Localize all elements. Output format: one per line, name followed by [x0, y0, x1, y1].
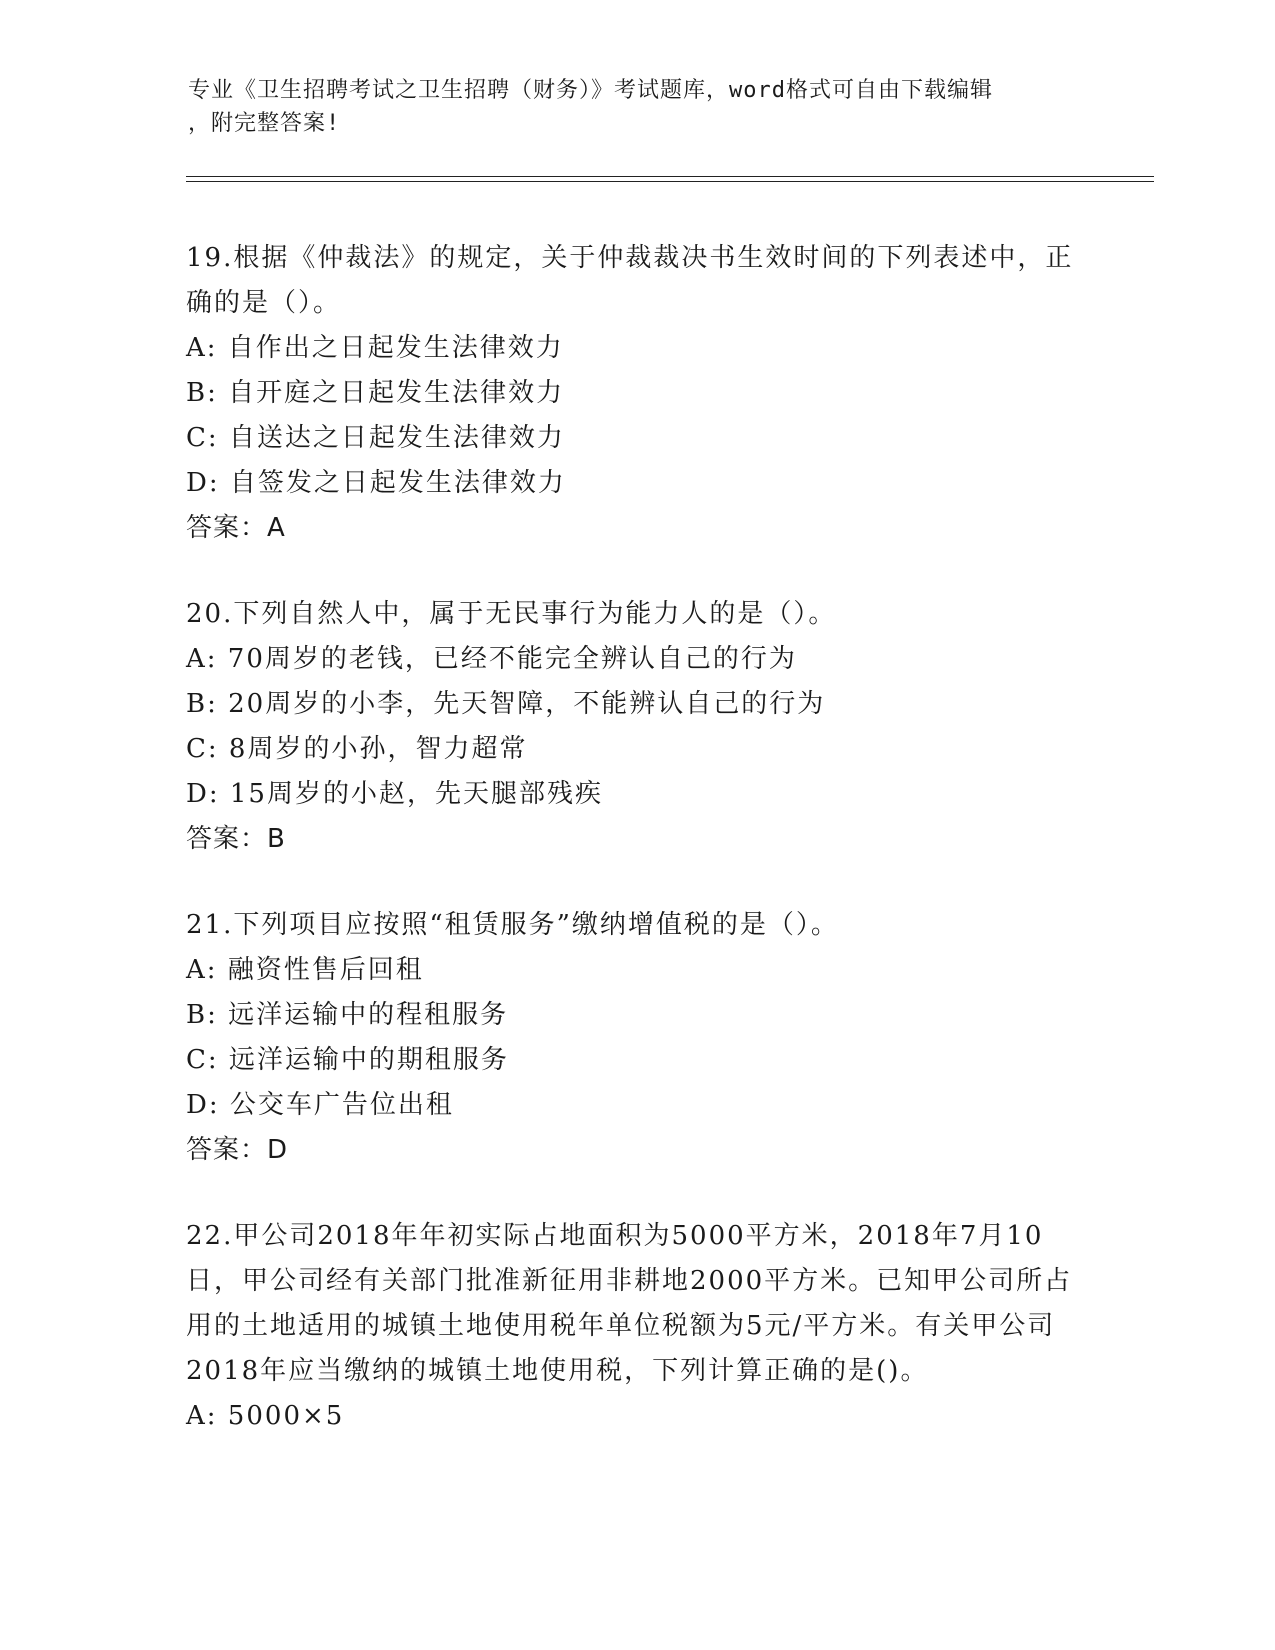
option-text: 公交车广告位出租 [219, 1090, 454, 1120]
answer-line: 答案：D [186, 1135, 289, 1165]
option-letter: C: [186, 734, 219, 764]
option-letter: B: [186, 689, 218, 719]
header-line-2: ，附完整答案! [188, 111, 341, 136]
option-d [186, 772, 1086, 817]
option-text: 自作出之日起发生法律效力 [217, 333, 564, 363]
option-letter: A: [186, 1401, 218, 1431]
option-text: 自开庭之日起发生法律效力 [217, 378, 565, 408]
option-a [186, 948, 1086, 993]
option-letter: D: [186, 468, 220, 498]
answer-line: 答案：B [186, 824, 286, 854]
question-stem: 19.根据《仲裁法》的规定，关于仲裁裁决书生效时间的下列表述中，正确的是（）。 [186, 243, 1074, 318]
option-letter: B: [186, 1000, 218, 1030]
option-c [186, 1038, 1086, 1083]
option-text: 自送达之日起发生法律效力 [218, 423, 565, 453]
option-text: 5000×5 [217, 1401, 345, 1431]
question-22 [186, 1214, 1086, 1439]
question-stem: 20.下列自然人中，属于无民事行为能力人的是（）。 [186, 599, 837, 629]
option-text: 15周岁的小赵，先天腿部残疾 [219, 779, 603, 809]
option-letter: B: [186, 378, 218, 408]
header-line-1: 专业《卫生招聘考试之卫生招聘（财务）》考试题库，word格式可自由下载编辑 [188, 78, 993, 103]
option-letter: C: [186, 1045, 219, 1075]
header-divider [186, 176, 1154, 182]
option-text: 8周岁的小孙，智力超常 [218, 734, 528, 764]
option-a [186, 326, 1086, 371]
option-b [186, 993, 1086, 1038]
option-letter: C: [186, 423, 219, 453]
option-c [186, 727, 1086, 772]
question-stem: 22.甲公司2018年年初实际占地面积为5000平方米，2018年7月10日，甲公司经有关部门批准新征用非耕地2000平方米。已知甲公司所占用的土地适用的城镇土地使用税年单位税额为5元/平方米。有关甲公司2018年应当缴纳的城镇土地使用税，下列计算正确的是()。 [186, 1221, 1073, 1386]
option-letter: A: [186, 955, 218, 985]
option-text: 自签发之日起发生法律效力 [219, 468, 566, 498]
option-letter: A: [186, 333, 218, 363]
question-stem: 21.下列项目应按照“租赁服务”缴纳增值税的是（）。 [186, 910, 839, 940]
option-d [186, 1083, 1086, 1128]
option-letter: D: [186, 779, 220, 809]
option-d [186, 461, 1086, 506]
answer-line: 答案：A [186, 513, 286, 543]
option-letter: A: [186, 644, 218, 674]
option-a [186, 1394, 1086, 1439]
question-list [186, 236, 1086, 1480]
option-text: 融资性售后回租 [217, 955, 424, 985]
document-header [188, 74, 1068, 140]
question-21 [186, 903, 1086, 1173]
option-text: 远洋运输中的程租服务 [217, 1000, 509, 1030]
option-letter: D: [186, 1090, 220, 1120]
question-19 [186, 236, 1086, 551]
option-text: 20周岁的小李，先天智障，不能辨认自己的行为 [217, 689, 826, 719]
option-c [186, 416, 1086, 461]
option-a [186, 637, 1086, 682]
option-text: 远洋运输中的期租服务 [218, 1045, 509, 1075]
question-20 [186, 592, 1086, 862]
option-b [186, 371, 1086, 416]
option-b [186, 682, 1086, 727]
option-text: 70周岁的老钱，已经不能完全辨认自己的行为 [217, 644, 797, 674]
